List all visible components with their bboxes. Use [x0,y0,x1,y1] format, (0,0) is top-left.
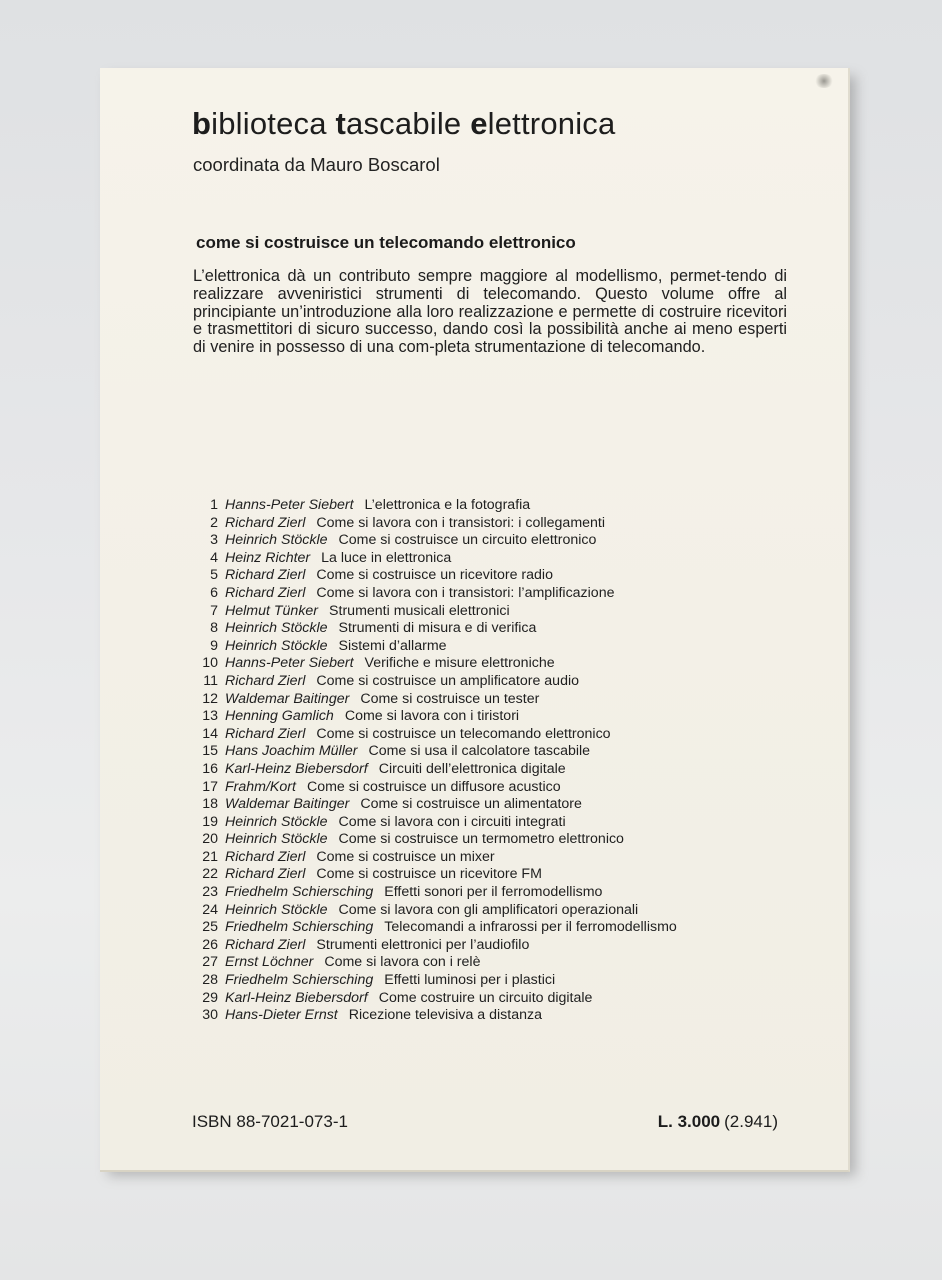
book-number: 29 [202,989,218,1006]
book-list-title: Verifiche e misure elettroniche [364,655,555,672]
book-number: 13 [202,708,218,725]
book-number: 26 [202,936,218,953]
book-author: Henning Gamlich [225,708,334,725]
book-author: Richard Zierl [225,725,306,742]
book-number: 17 [202,778,218,795]
book-list-title: Come si costruisce un alimentatore [360,796,582,813]
book-number: 23 [202,884,218,901]
book-number: 8 [210,620,218,637]
book-author: Friedhelm Schiersching [225,972,374,989]
series-title: biblioteca tascabile elettronica [192,106,616,141]
book-list-item [192,673,792,691]
book-author: Hanns-Peter Siebert [225,655,354,672]
book-number: 27 [202,954,218,971]
book-author: Richard Zierl [225,567,306,584]
book-number: 22 [202,866,218,883]
book-list-title: Come si usa il calcolatore tascabile [368,743,591,760]
book-number: 9 [210,637,218,654]
book-list-title: Come si costruisce un amplificatore audio [316,672,580,689]
book-number: 16 [202,760,218,777]
book-author: Heinrich Stöckle [225,831,328,848]
book-list-title: Come si lavora con i circuiti integrati [338,813,566,830]
book-list-item [192,761,792,779]
book-author: Richard Zierl [225,514,306,531]
book-list-title: Strumenti elettronici per l’audiofilo [316,936,530,953]
book-number: 21 [202,848,218,865]
book-list-title: Come si costruisce un mixer [316,848,495,865]
book-list-item [192,691,792,709]
book-list-item [192,866,792,884]
book-number: 6 [210,584,218,601]
book-list-title: Come si costruisce un ricevitore radio [316,567,553,584]
book-author: Karl-Heinz Biebersdorf [225,760,368,777]
book-list-title: Come si costruisce un tester [360,690,540,707]
book-number: 3 [210,532,218,549]
book-number: 24 [202,901,218,918]
book-list-title: L’elettronica e la fotografia [364,497,531,513]
book-author: Richard Zierl [225,936,306,953]
book-number: 30 [202,1007,218,1024]
book-list-title: Strumenti musicali elettronici [329,602,510,619]
book-number: 28 [202,972,218,989]
book-list-title: Circuiti dell’elettronica digitale [378,760,566,777]
book-list-item [192,831,792,849]
book-title: come si costruisce un telecomando elettronico [196,233,576,252]
price-lire: L. 3.000 [657,1112,721,1131]
cover-wear-mark [814,74,834,88]
book-number: 1 [210,497,218,513]
book-list-title: Come si lavora con i tiristori [344,708,520,725]
book-back-cover [100,68,850,1172]
book-author: Hans Joachim Müller [225,743,358,760]
book-list-item [192,585,792,603]
book-author: Frahm/Kort [225,778,296,795]
book-author: Karl-Heinz Biebersdorf [225,989,368,1006]
book-list-item [192,902,792,920]
book-list-title: Effetti sonori per il ferromodellismo [384,884,603,901]
price [658,1112,778,1132]
book-list-title: Come si lavora con gli amplificatori operazionali [338,901,639,918]
book-number: 19 [202,813,218,830]
book-number: 25 [202,919,218,936]
book-list-item [192,779,792,797]
book-author: Richard Zierl [225,866,306,883]
book-list-title: Come si lavora con i transistori: l’amplificazione [316,584,615,601]
book-list-item [192,567,792,585]
book-author: Richard Zierl [225,848,306,865]
book-list-item [192,972,792,990]
book-list-item [192,603,792,621]
book-list-item [192,954,792,972]
book-list-item [192,726,792,744]
book-list-title: Come si costruisce un telecomando elettronico [316,725,611,742]
book-number: 10 [202,655,218,672]
book-author: Waldemar Baitinger [225,690,350,707]
book-list-item [192,497,792,515]
book-number: 2 [210,514,218,531]
price-alt: (2.941) [724,1112,778,1131]
book-number: 18 [202,796,218,813]
book-list-item [192,532,792,550]
book-author: Richard Zierl [225,672,306,689]
book-list-item [192,638,792,656]
book-author: Hanns-Peter Siebert [225,497,354,513]
series-book-list [192,497,792,1025]
book-number: 14 [202,725,218,742]
book-description: L’elettronica dà un contributo sempre maggiore al modellismo, permet-tendo di realizzare avveniristici strumenti di telecomando. Questo volume offre al principiante un’introduzione alla loro realizzazione e permette di costruire ricevitori e trasmettitori di sicuro successo, dando così la possibilità anche ai meno esperti di venire in possesso di una com-pleta strumentazione di telecomando. [193,267,787,357]
book-author: Ernst Löchner [225,954,314,971]
book-list-item [192,849,792,867]
book-list-item [192,990,792,1008]
book-list-title: Come costruire un circuito digitale [378,989,593,1006]
book-number: 15 [202,743,218,760]
book-list-title: La luce in elettronica [321,549,452,566]
book-author: Richard Zierl [225,584,306,601]
book-author: Heinrich Stöckle [225,813,328,830]
book-list-title: Telecomandi a infrarossi per il ferromodellismo [384,919,677,936]
book-list-item [192,743,792,761]
book-list-title: Come si lavora con i transistori: i collegamenti [316,514,606,531]
book-list-item [192,515,792,533]
book-author: Heinrich Stöckle [225,637,328,654]
book-number: 20 [202,831,218,848]
book-list-item [192,796,792,814]
book-number: 12 [202,690,218,707]
book-number: 7 [210,602,218,619]
book-list-title: Come si lavora con i relè [324,954,481,971]
book-list-item [192,620,792,638]
book-author: Heinrich Stöckle [225,901,328,918]
book-list-title: Sistemi d’allarme [338,637,447,654]
book-list-title: Ricezione televisiva a distanza [348,1007,542,1024]
book-author: Helmut Tünker [225,602,319,619]
book-author: Hans-Dieter Ernst [225,1007,338,1024]
book-author: Heinrich Stöckle [225,620,328,637]
book-list-item [192,708,792,726]
book-number: 11 [203,672,218,689]
book-list-item [192,655,792,673]
isbn: ISBN 88-7021-073-1 [192,1112,348,1131]
book-list-title: Come si costruisce un ricevitore FM [316,866,542,883]
book-list-title: Come si costruisce un termometro elettronico [338,831,624,848]
book-number: 4 [210,549,218,566]
book-author: Friedhelm Schiersching [225,919,374,936]
book-list-item [192,1007,792,1025]
book-number: 5 [210,567,218,584]
book-list-item [192,550,792,568]
book-list-title: Strumenti di misura e di verifica [338,620,537,637]
book-list-title: Effetti luminosi per i plastici [384,972,556,989]
book-list-item [192,814,792,832]
book-author: Friedhelm Schiersching [225,884,374,901]
series-coordinator: coordinata da Mauro Boscarol [193,154,440,175]
book-list-title: Come si costruisce un diffusore acustico [306,778,561,795]
book-author: Waldemar Baitinger [225,796,350,813]
book-list-item [192,919,792,937]
book-author: Heinrich Stöckle [225,532,328,549]
book-author: Heinz Richter [225,549,311,566]
book-list-item [192,937,792,955]
book-list-item [192,884,792,902]
book-list-title: Come si costruisce un circuito elettronico [338,532,597,549]
